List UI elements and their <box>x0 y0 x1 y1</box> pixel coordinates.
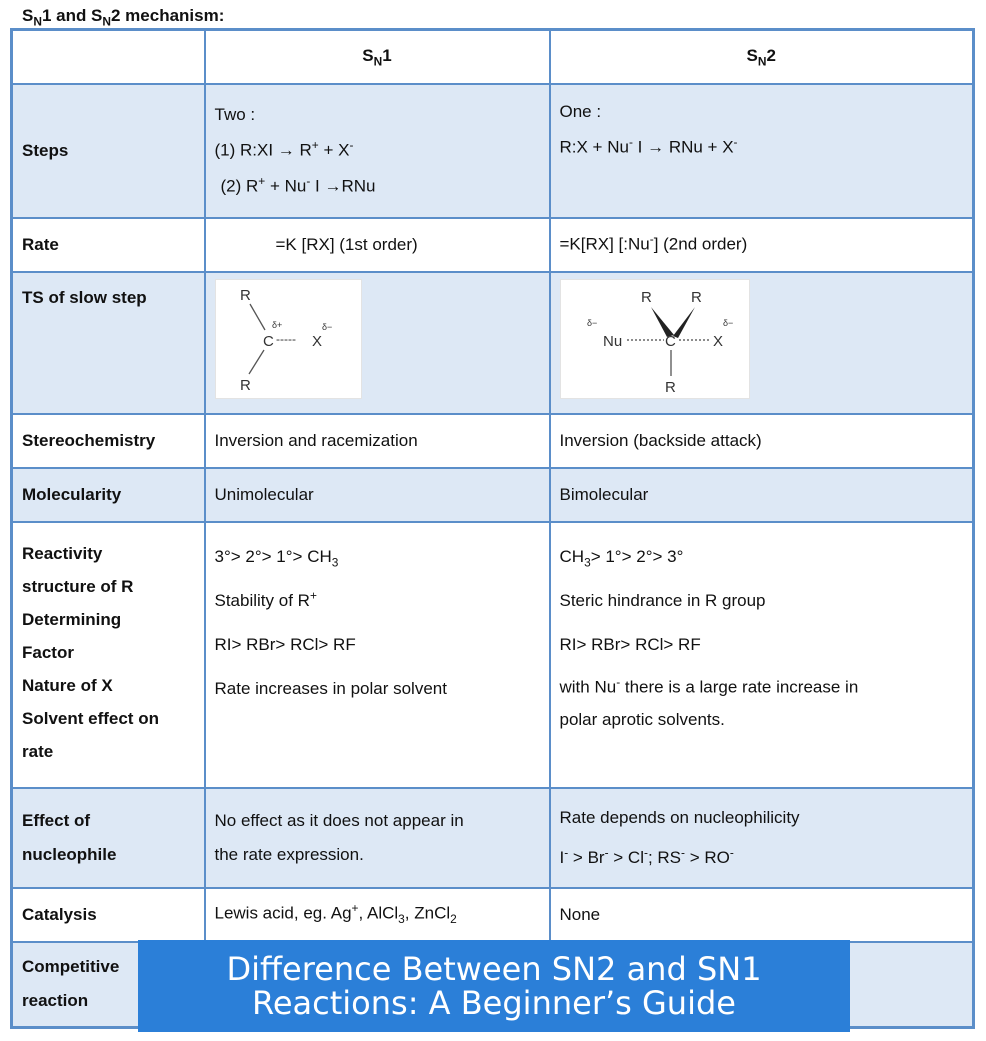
sn2-molecularity: Bimolecular <box>550 468 974 522</box>
sn1-molecularity: Unimolecular <box>205 468 550 522</box>
ts1-x: X <box>311 332 322 350</box>
sn1-reactivity: $3^\circ> 2^\circ> 1^\circ> CH_3$ Stability of R+ RI> RBr> RCl> RF Rate increases in polar solvent <box>205 522 550 788</box>
row-catalysis <box>12 888 974 942</box>
label-ts: TS of slow step <box>12 272 205 414</box>
header-sn1: $S_N1$ <box>205 30 550 84</box>
ts2-r1: R <box>640 288 652 306</box>
label-reactivity: Reactivity structure of R Determining Factor Nature of X Solvent effect on rate <box>12 522 205 788</box>
label-molecularity: Molecularity <box>12 468 205 522</box>
banner-line-1: Difference Between SN2 and SN1 <box>226 950 762 988</box>
ts1-delta-minus: δ− <box>321 321 332 332</box>
sn2-steps: One : R:X + Nu- I → RNu + X- <box>550 84 974 218</box>
ts2-delta-minus-left: δ− <box>586 317 597 328</box>
ts2-carbon: C <box>664 332 676 350</box>
sn1-rate: =K [RX] (1st order) <box>205 218 550 272</box>
sn1-ts-diagram <box>215 279 362 399</box>
label-catalysis: Catalysis <box>12 888 205 942</box>
ts1-dashed-bond: ----- <box>275 331 296 346</box>
ts2-nu: Nu <box>602 332 622 350</box>
label-rate: Rate <box>12 218 205 272</box>
row-molecularity <box>12 468 974 522</box>
sn2-rate: =K[RX] [:Nu-] (2nd order) <box>550 218 974 272</box>
header-row <box>12 30 974 84</box>
sn1-nucleophile: No effect as it does not appear in the rate expression. <box>205 788 550 888</box>
ts2-r2: R <box>690 288 702 306</box>
header-sn2: $S_N2$ <box>550 30 974 84</box>
ts2-wedge-right <box>673 307 695 338</box>
sn2-ts <box>550 272 974 414</box>
row-rate <box>12 218 974 272</box>
ts1-delta-plus: δ+ <box>271 319 282 330</box>
ts1-r-top: R <box>239 286 251 304</box>
label-competitive: Competitive reaction <box>12 942 205 1028</box>
row-stereochemistry <box>12 414 974 468</box>
ts1-r-bottom: R <box>239 376 251 394</box>
sn2-reactivity: $CH_3> 1^\circ> 2^\circ> 3^\circ$ Steric hindrance in R group RI> RBr> RCl> RF with Nu- there is a large rate increase in polar aprotic solvents. <box>550 522 974 788</box>
label-nucleophile: Effect of nucleophile <box>12 788 205 888</box>
sn2-nucleophile: Rate depends on nucleophilicity I- > Br- > Cl-; RS- > RO- <box>550 788 974 888</box>
row-reactivity <box>12 522 974 788</box>
page-title: $S_N1$ and $S_N2$ mechanism: <box>22 6 225 29</box>
title-banner <box>138 940 850 1032</box>
ts2-r3: R <box>664 378 676 396</box>
sn1-steps: Two : (1) R:XI → R+ + X- (2) R+ + Nu- I →RNu <box>205 84 550 218</box>
ts1-bond-bottom <box>249 350 264 374</box>
row-nucleophile <box>12 788 974 888</box>
label-steps: Steps <box>12 84 205 218</box>
header-empty-cell <box>12 30 205 84</box>
sn2-ts-diagram <box>560 279 750 399</box>
comparison-table <box>10 28 975 1029</box>
row-steps <box>12 84 974 218</box>
label-stereochemistry: Stereochemistry <box>12 414 205 468</box>
ts1-carbon: C <box>262 332 274 350</box>
ts2-x: X <box>712 332 723 350</box>
sn1-catalysis: Lewis acid, eg. Ag+, AlCl$_3$, ZnCl$_2$ <box>205 888 550 942</box>
sn1-ts <box>205 272 550 414</box>
sn1-stereochemistry: Inversion and racemization <box>205 414 550 468</box>
sn2-stereochemistry: Inversion (backside attack) <box>550 414 974 468</box>
banner-line-2: Reactions: A Beginner’s Guide <box>252 984 736 1022</box>
sn2-catalysis: None <box>550 888 974 942</box>
row-transition-state <box>12 272 974 414</box>
ts1-bond-top <box>250 304 265 330</box>
ts2-delta-minus-right: δ− <box>722 317 733 328</box>
